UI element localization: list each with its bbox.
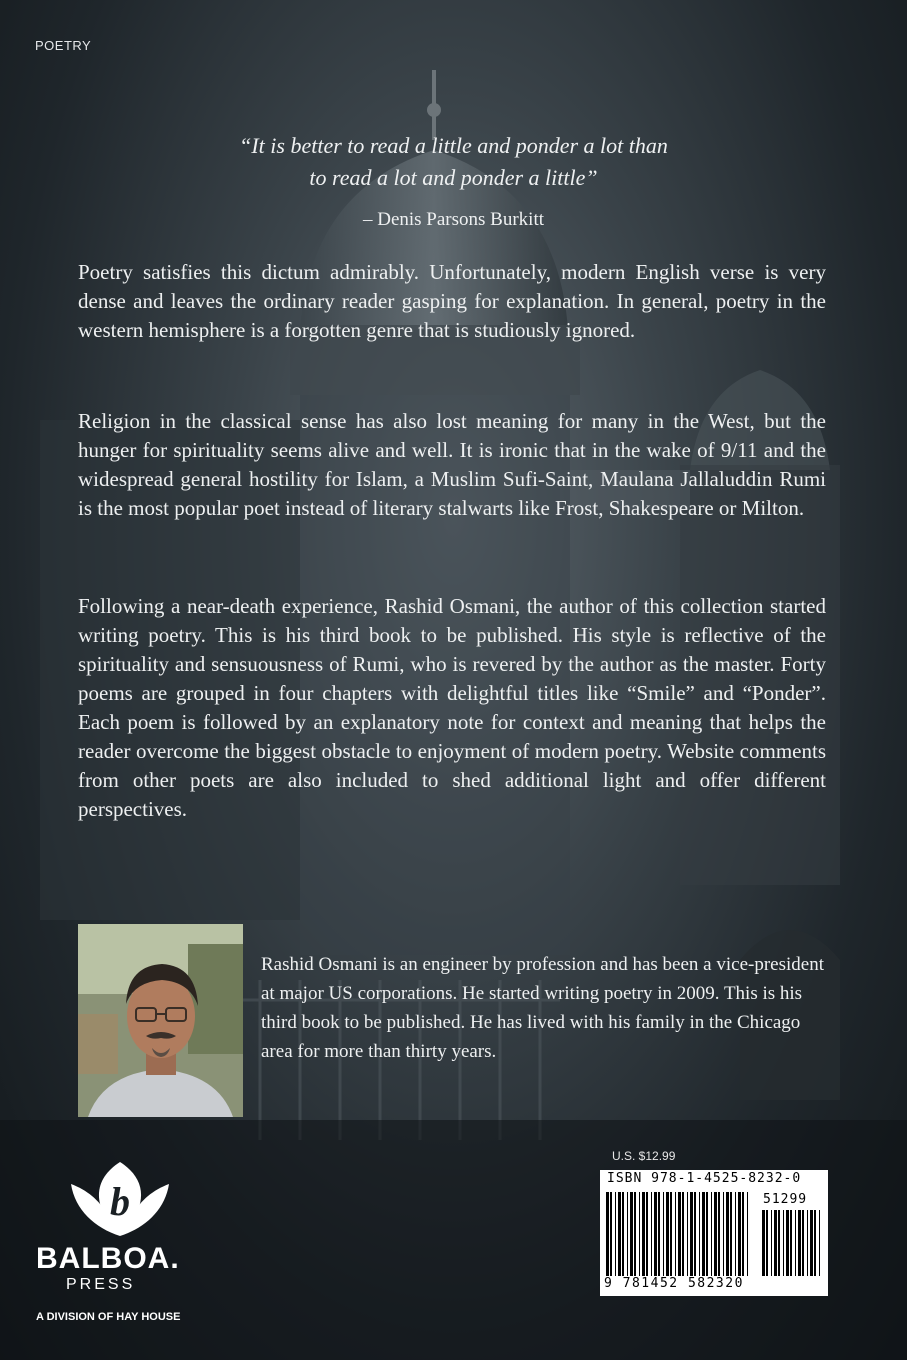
- author-bio: Rashid Osmani is an engineer by profession and has been a vice-president at major US corporations. He started writing poetry in 2009. This is his third book to be published. He has lived with his family in the Chicago area for more than thirty years.: [261, 954, 824, 1062]
- isbn-number: ISBN 978-1-4525-8232-0: [607, 1171, 802, 1186]
- lotus-logo-icon: [65, 1158, 175, 1242]
- genre-label: POETRY: [35, 38, 92, 53]
- quote-attribution: – Denis Parsons Burkitt: [362, 209, 545, 230]
- blurb-paragraph-3: Following a near-death experience, Rashid Osmani, the author of this collection started writing poetry. This is his third book to be published. His style is reflective of the spirituality and sensuousness of Rumi, who is revered by the author as the master. Forty poems are grouped in four chapters with delightful titles like “Smile” and “Ponder”. Each poem is followed by an explanatory note for context and meaning that helps the reader overcome the biggest obstacle to enjoyment of modern poetry. Website comments from other poets are also included to shed additional light and offer different perspectives.: [78, 594, 826, 821]
- publisher-logo: [30, 1158, 215, 1242]
- logo-letter: b: [110, 1179, 130, 1224]
- epigraph-quote: [0, 130, 907, 194]
- quote-line-2: to read a lot and ponder a little”: [309, 165, 598, 190]
- publisher-name: BALBOA.: [36, 1242, 180, 1275]
- quote-line-1: “It is better to read a little and ponder a lot than: [239, 133, 668, 158]
- publisher-division: A DIVISION OF HAY HOUSE: [36, 1311, 181, 1323]
- publisher-subtitle: PRESS: [66, 1276, 136, 1293]
- price-label: U.S. $12.99: [612, 1149, 676, 1163]
- author-photo: [78, 924, 243, 1117]
- blurb-paragraph-1: Poetry satisfies this dictum admirably. Unfortunately, modern English verse is very dense and leaves the ordinary reader gasping for explanation. In general, poetry in the western hemisphere is a forgotten genre that is studiously ignored.: [78, 260, 826, 342]
- price-code: 51299: [763, 1192, 808, 1207]
- blurb-paragraph-2: Religion in the classical sense has also lost meaning for many in the West, but the hunger for spirituality seems alive and well. It is ironic that in the wake of 9/11 and the widespread general hostility for Islam, a Muslim Sufi-Saint, Maulana Jallaluddin Rumi is the most popular poet instead of literary stalwarts like Frost, Shakespeare or Milton.: [78, 409, 826, 520]
- barcode-number: 9 781452 582320: [604, 1276, 744, 1291]
